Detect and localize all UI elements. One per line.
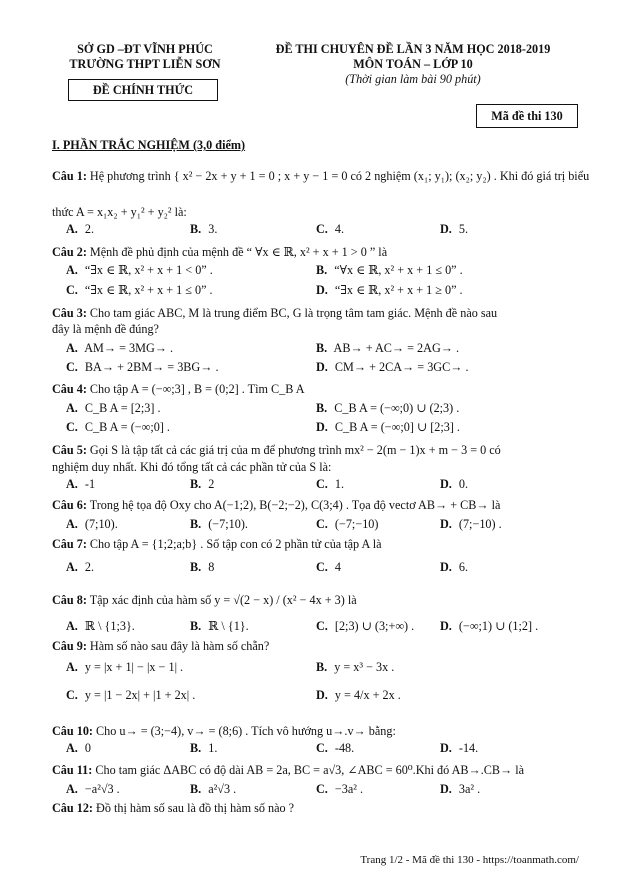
org-line1: SỞ GD –ĐT VĨNH PHÚC xyxy=(77,42,213,56)
option: B. y = x³ − 3x . xyxy=(316,660,395,674)
option: A. 2. xyxy=(66,222,95,236)
option: B. a²√3 . xyxy=(190,782,237,796)
page-footer: Trang 1/2 - Mã đề thi 130 - https://toanmath.com/ xyxy=(360,854,579,866)
option: D. 0. xyxy=(440,477,469,491)
header-left xyxy=(56,42,234,72)
option: D. C_B A = (−∞;0] ∪ [2;3] . xyxy=(316,420,460,434)
option: A. −a²√3 . xyxy=(66,782,120,796)
header-right xyxy=(248,42,578,87)
option: B. 3. xyxy=(190,222,218,236)
time-limit: (Thời gian làm bài 90 phút) xyxy=(345,72,481,86)
question-line: đây là mệnh đề đúng? xyxy=(52,322,159,336)
option: A. 2. xyxy=(66,560,95,574)
question-line: Câu 4: Cho tập A = (−∞;3] , B = (0;2] . Tìm C_B A xyxy=(52,382,305,396)
option: C. 4 xyxy=(316,560,341,574)
option: D. “∃x ∈ ℝ, x² + x + 1 ≥ 0” . xyxy=(316,283,463,297)
question-line: Câu 5: Gọi S là tập tất cả các giá trị của m để phương trình mx² − 2(m − 1)x + m − 3 = 0 có xyxy=(52,443,501,457)
option: C. BA→ + 2BM→ = 3BG→ . xyxy=(66,360,219,374)
option: A. C_B A = [2;3] . xyxy=(66,401,161,415)
option: A. -1 xyxy=(66,477,96,491)
option: B. AB→ + AC→ = 2AG→ . xyxy=(316,341,460,355)
option: D. (−∞;1) ∪ (1;2] . xyxy=(440,619,539,633)
option: C. C_B A = (−∞;0] . xyxy=(66,420,170,434)
question-line: Câu 7: Cho tập A = {1;2;a;b} . Số tập con có 2 phần tử của tập A là xyxy=(52,537,382,551)
option: B. ℝ \ {1}. xyxy=(190,619,249,633)
question-line: Câu 1: Hệ phương trình { x² − 2x + y + 1 = 0 ; x + y − 1 = 0 có 2 nghiệm (x₁; y₁); (x₂; y₂) . Khi đó giá trị biểu xyxy=(52,169,590,183)
subject: MÔN TOÁN – LỚP 10 xyxy=(353,57,473,71)
section-title: I. PHẦN TRẮC NGHIỆM (3,0 điểm) xyxy=(52,138,246,152)
question-line: Câu 2: Mệnh đề phủ định của mệnh đề “ ∀x ∈ ℝ, x² + x + 1 > 0 ” là xyxy=(52,245,388,259)
option: D. (7;−10) . xyxy=(440,517,502,531)
option: B. “∀x ∈ ℝ, x² + x + 1 ≤ 0” . xyxy=(316,263,463,277)
org-line2: TRƯỜNG THPT LIỄN SƠN xyxy=(69,57,221,71)
option: D. 5. xyxy=(440,222,469,236)
question-line: Câu 3: Cho tam giác ABC, M là trung điểm BC, G là trọng tâm tam giác. Mệnh đề nào sau xyxy=(52,306,498,320)
question-line: thức A = x₁x₂ + y₁² + y₂² là: xyxy=(52,205,187,219)
exam-title: ĐỀ THI CHUYÊN ĐỀ LẦN 3 NĂM HỌC 2018-2019 xyxy=(275,42,551,56)
option: D. -14. xyxy=(440,741,479,755)
option: B. 1. xyxy=(190,741,218,755)
option: A. (7;10). xyxy=(66,517,118,531)
question-line: Câu 11: Cho tam giác ΔABC có độ dài AB = 2a, BC = a√3, ∠ABC = 60⁰.Khi đó AB→.CB→ là xyxy=(52,763,525,777)
official-box: ĐỀ CHÍNH THỨC xyxy=(68,79,218,101)
question-line: Câu 12: Đồ thị hàm số sau là đồ thị hàm số nào ? xyxy=(52,801,295,815)
option: B. 2 xyxy=(190,477,215,491)
option: D. CM→ + 2CA→ = 3GC→ . xyxy=(316,360,469,374)
option: C. 4. xyxy=(316,222,345,236)
option: C. −3a² . xyxy=(316,782,364,796)
option: C. “∃x ∈ ℝ, x² + x + 1 ≤ 0” . xyxy=(66,283,213,297)
option: C. 1. xyxy=(316,477,345,491)
option: C. [2;3) ∪ (3;+∞) . xyxy=(316,619,415,633)
option: C. y = |1 − 2x| + |1 + 2x| . xyxy=(66,688,196,702)
option: D. y = 4/x + 2x . xyxy=(316,688,401,702)
question-line: nghiệm duy nhất. Khi đó tổng tất cả các phần tử của S là: xyxy=(52,460,332,474)
option: A. AM→ = 3MG→ . xyxy=(66,341,174,355)
option: C. -48. xyxy=(316,741,355,755)
option: B. C_B A = (−∞;0) ∪ (2;3) . xyxy=(316,401,460,415)
question-line: Câu 9: Hàm số nào sau đây là hàm số chẵn? xyxy=(52,639,270,653)
exam-code-box: Mã đề thi 130 xyxy=(476,104,578,128)
option: C. (−7;−10) xyxy=(316,517,379,531)
question-line: Câu 8: Tập xác định của hàm số y = √(2 − x) / (x² − 4x + 3) là xyxy=(52,593,357,607)
option: D. 6. xyxy=(440,560,469,574)
option: A. “∃x ∈ ℝ, x² + x + 1 < 0” . xyxy=(66,263,213,277)
option: D. 3a² . xyxy=(440,782,481,796)
option: B. 8 xyxy=(190,560,215,574)
option: A. ℝ \ {1;3}. xyxy=(66,619,135,633)
option: B. (−7;10). xyxy=(190,517,248,531)
option: A. 0 xyxy=(66,741,91,755)
option: A. y = |x + 1| − |x − 1| . xyxy=(66,660,184,674)
question-line: Câu 10: Cho u→ = (3;−4), v→ = (8;6) . Tích vô hướng u→.v→ bằng: xyxy=(52,724,396,738)
question-line: Câu 6: Trong hệ tọa độ Oxy cho A(−1;2), B(−2;−2), C(3;4) . Tọa độ vectơ AB→ + CB→ là xyxy=(52,498,501,512)
